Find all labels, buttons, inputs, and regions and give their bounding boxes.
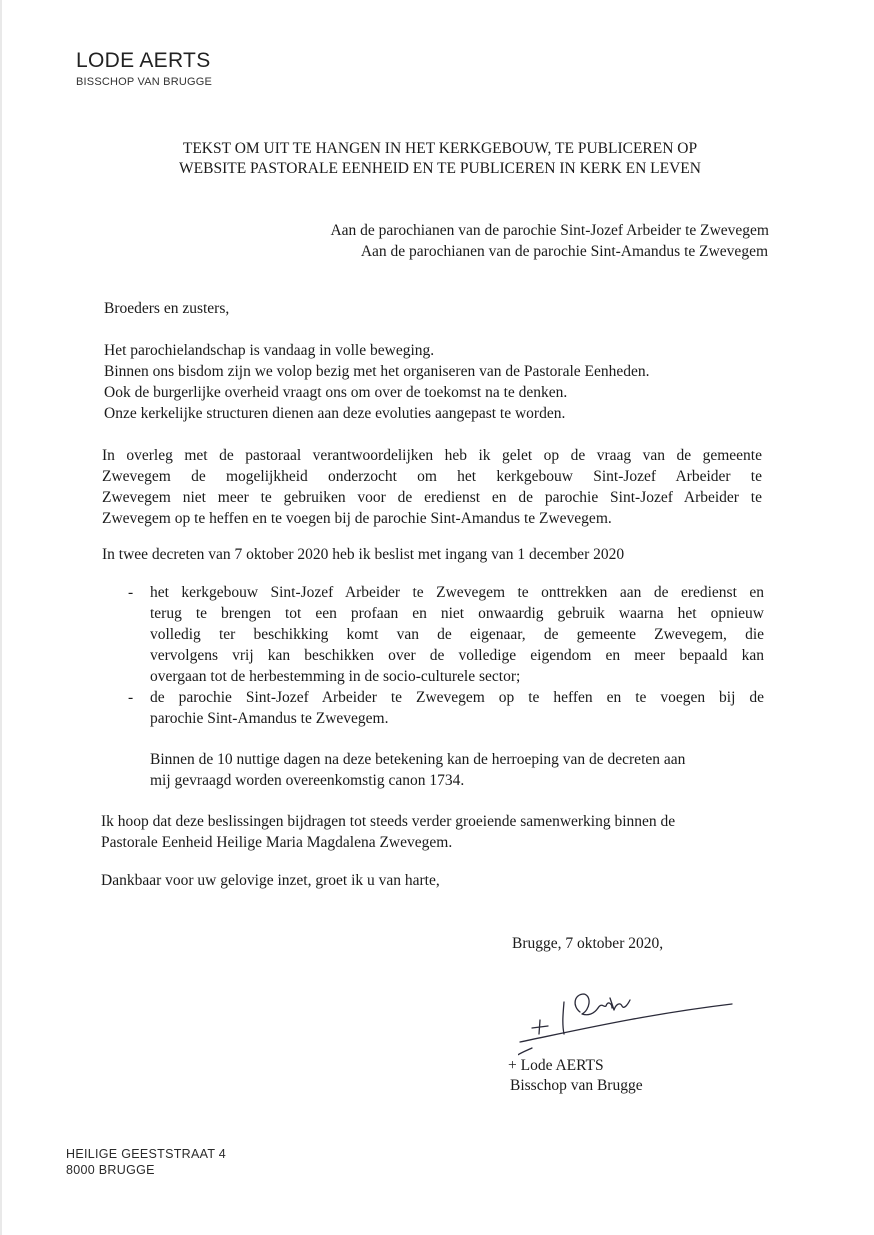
salutation: Broeders en zusters, bbox=[104, 300, 230, 317]
paragraph1-line: Het parochielandschap is vandaag in volle beweging. bbox=[104, 342, 435, 359]
paragraph2-line: Zwevegem op te heffen en te voegen bij de parochie Sint-Amandus te Zwevegem. bbox=[102, 510, 612, 527]
paragraph1-line: Ook de burgerlijke overheid vraagt ons om over de toekomst na te denken. bbox=[104, 384, 568, 401]
bullet1-line: terug te brengen tot een profaan en niet onwaardig gebruik waarna het opnieuw bbox=[150, 605, 764, 622]
addressee-1: Aan de parochianen van de parochie Sint-Jozef Arbeider te Zwevegem bbox=[330, 222, 769, 239]
scan-edge bbox=[0, 0, 2, 1235]
letterhead-title: BISSCHOP VAN BRUGGE bbox=[76, 76, 213, 88]
paragraph2-line: Zwevegem niet meer te gebruiken voor de eredienst en de parochie Sint-Jozef Arbeider te bbox=[102, 489, 762, 506]
closing-hope-line: Pastorale Eenheid Heilige Maria Magdalena Zwevegem. bbox=[101, 834, 453, 851]
footer-street: HEILIGE GEESTSTRAAT 4 bbox=[66, 1147, 227, 1161]
paragraph2-line: Zwevegem de mogelijkheid onderzocht om het kerkgebouw Sint-Jozef Arbeider te bbox=[102, 468, 762, 485]
closing: Dankbaar voor uw gelovige inzet, groet ik u van harte, bbox=[101, 872, 440, 889]
signatory-name: + Lode AERTS bbox=[508, 1057, 604, 1074]
addressee-2: Aan de parochianen van de parochie Sint-Amandus te Zwevegem bbox=[360, 243, 768, 260]
paragraph1-line: Onze kerkelijke structuren dienen aan deze evoluties aangepast te worden. bbox=[104, 405, 566, 422]
paragraph2-line: In overleg met de pastoraal verantwoordelijken heb ik gelet op de vraag van de gemeente bbox=[102, 447, 762, 464]
appeal-line: Binnen de 10 nuttige dagen na deze betekening kan de herroeping van de decreten aan bbox=[150, 751, 686, 768]
bullet1-line: vervolgens vrij kan beschikken over de volledige eigendom en meer bepaald kan bbox=[150, 647, 764, 664]
decree-intro: In twee decreten van 7 oktober 2020 heb ik beslist met ingang van 1 december 2020 bbox=[102, 546, 625, 563]
bullet-marker: - bbox=[128, 584, 134, 601]
bullet1-line: overgaan tot de herbestemming in de socio-culturele sector; bbox=[150, 668, 521, 685]
handwritten-signature bbox=[518, 984, 738, 1062]
bullet1-line: volledig ter beschikking komt van de eigenaar, de gemeente Zwevegem, die bbox=[150, 626, 764, 643]
heading-line-1: TEKST OM UIT TE HANGEN IN HET KERKGEBOUW, TE PUBLICEREN OP bbox=[182, 140, 698, 157]
paragraph1-line: Binnen ons bisdom zijn we volop bezig met het organiseren van de Pastorale Eenheden. bbox=[104, 363, 650, 380]
bullet-marker: - bbox=[128, 689, 134, 706]
appeal-line: mij gevraagd worden overeenkomstig canon 1734. bbox=[150, 772, 465, 789]
place-date: Brugge, 7 oktober 2020, bbox=[512, 935, 664, 952]
letterhead-name: LODE AERTS bbox=[76, 49, 211, 72]
footer-city: 8000 BRUGGE bbox=[66, 1163, 155, 1177]
heading-line-2: WEBSITE PASTORALE EENHEID EN TE PUBLICEREN IN KERK EN LEVEN bbox=[179, 160, 701, 177]
bullet2-line: de parochie Sint-Jozef Arbeider te Zwevegem op te heffen en te voegen bij de bbox=[150, 689, 764, 706]
closing-hope-line: Ik hoop dat deze beslissingen bijdragen tot steeds verder groeiende samenwerking binnen de bbox=[101, 813, 676, 830]
bullet1-line: het kerkgebouw Sint-Jozef Arbeider te Zwevegem te onttrekken aan de eredienst en bbox=[150, 584, 764, 601]
signatory-title: Bisschop van Brugge bbox=[510, 1077, 643, 1094]
bullet2-line: parochie Sint-Amandus te Zwevegem. bbox=[150, 710, 389, 727]
